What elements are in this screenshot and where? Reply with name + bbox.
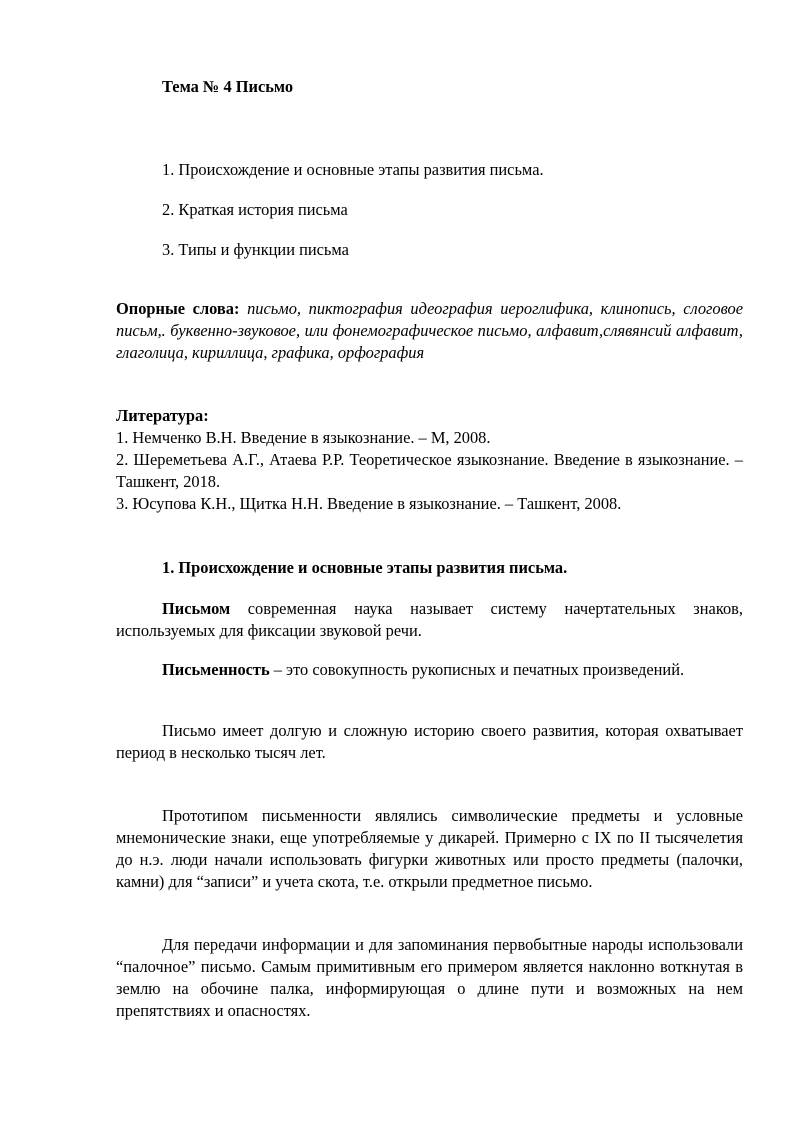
- paragraph-text: современная наука называет систему начертательных знаков, используемых для фиксации звуковой речи.: [116, 599, 743, 640]
- toc-item-2: 2. Краткая история письма: [162, 200, 348, 219]
- keywords-label: Опорные слова:: [116, 299, 240, 318]
- paragraph-prototype: Прототипом письменности являлись символические предметы и условные мнемонические знаки, еще употребляемые у дикарей. Примерно с IX по II тысячелетия до н.э. люди начали использовать фигурки животных или просто предметы (палочки, камни) для “записи” и учета скота, т.е. открыли предметное письмо.: [116, 806, 743, 891]
- literature-heading: Литература:: [116, 406, 209, 425]
- paragraph-history: Письмо имеет долгую и сложную историю своего развития, которая охватывает период в несколько тысяч лет.: [116, 721, 743, 762]
- toc-item-3: 3. Типы и функции письма: [162, 240, 349, 259]
- keywords-text: письмо, пиктография идеография иероглифика, клинопись, слоговое письм,. буквенно-звуковое, или фонемографическое письмо, алфавит,слявянсий алфавит, глаголица, кириллица, графика, орфография: [116, 299, 743, 362]
- literature-list: [116, 427, 743, 515]
- literature-item: 1. Немченко В.Н. Введение в языкознание. – М, 2008.: [116, 428, 491, 447]
- literature-item: 2. Шереметьева А.Г., Атаева Р.Р. Теоретическое языкознание. Введение в языкознание. – Ташкент, 2018.: [116, 450, 743, 491]
- paragraph-literacy-definition: [116, 659, 743, 681]
- literature-item: 3. Юсупова К.Н., Щитка Н.Н. Введение в языкознание. – Ташкент, 2008.: [116, 494, 622, 513]
- paragraph-writing-definition: [116, 598, 743, 642]
- paragraph-term: Письмом: [162, 599, 231, 618]
- paragraph-term: Письменность: [162, 660, 270, 679]
- toc-item-1: 1. Происхождение и основные этапы развития письма.: [162, 160, 544, 179]
- paragraph-text: – это совокупность рукописных и печатных произведений.: [269, 660, 685, 679]
- page-title: Тема № 4 Письмо: [162, 77, 294, 96]
- keywords-paragraph: [116, 298, 743, 364]
- paragraph-stick-writing: Для передачи информации и для запоминания первобытные народы использовали “палочное” письмо. Самым примитивным его примером является наклонно воткнутая в землю на обочине палка, информирующая о длине пути и возможных на нем препятствиях и опасностях.: [116, 935, 743, 1020]
- section-heading: 1. Происхождение и основные этапы развития письма.: [162, 558, 568, 577]
